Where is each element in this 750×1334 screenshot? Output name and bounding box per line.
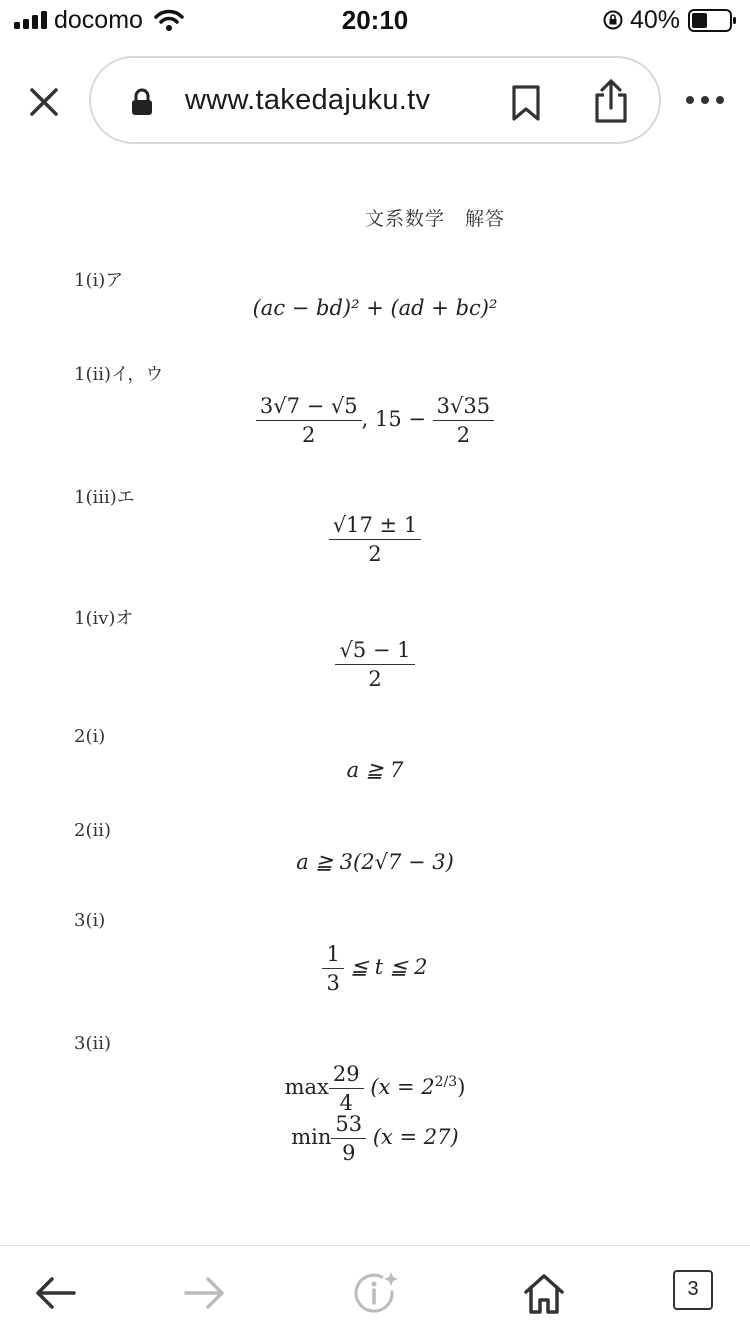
fraction: $\frac{3√7 - √5}{2}$ [256,394,362,447]
battery-icon [688,9,736,32]
browser-top-bar [0,50,750,150]
problem-label: 2(i) [74,726,106,747]
forward-arrow-icon[interactable] [180,1270,228,1316]
answer-3i: $\frac{1}{3}$ ≦ t ≦ 2 [0,942,750,995]
bookmark-icon[interactable] [509,84,543,122]
bottom-toolbar [0,1245,750,1334]
close-icon[interactable] [24,82,64,122]
answer-1iv: $\frac{√5 - 1}{2}$ [0,638,750,691]
problem-label: 1(ii)イ，ウ [74,364,164,385]
lock-icon [129,88,155,116]
answer-1ii: $\frac{3√7 - √5}{2}$ , 15 − $\frac{3√35}{2}$ [0,394,750,447]
battery-percent: 40% [630,6,681,34]
more-options-icon[interactable] [684,90,726,110]
problem-label: 1(iv)オ [74,608,134,629]
document-page [0,150,750,1245]
answer-2i: a ≧ 7 [346,758,404,782]
answer-1iii: $\frac{√17 \pm 1}{2}$ [0,513,750,566]
answer-3ii-min: min $\frac{53}{9}$ (x = 27) [291,1112,459,1165]
carrier-name: docomo [54,6,143,34]
problem-label: 2(ii) [74,820,112,841]
fraction: $\frac{3√35}{2}$ [433,394,494,447]
answer-2ii: a ≧ 3(2√7 − 3) [296,850,454,874]
share-icon[interactable] [591,78,631,124]
document-title: 文系数学 解答 [364,208,505,230]
address-bar[interactable] [89,56,661,144]
problem-label: 3(i) [74,910,106,931]
problem-label: 1(i)ア [74,270,124,291]
url-text[interactable]: www.takedajuku.tv [185,84,431,116]
tab-switcher-button[interactable]: 3 [673,1270,713,1310]
clock: 20:10 [341,5,409,35]
answer-1i: (ac − bd)² + (ad + bc)² [252,296,498,320]
info-icon[interactable] [352,1270,400,1316]
back-arrow-icon[interactable] [32,1270,80,1316]
answer-3ii-max: max $\frac{29}{4}$ $(x = 2^{2/3})$ [284,1062,466,1115]
home-icon[interactable] [520,1270,568,1316]
problem-label: 3(ii) [74,1033,112,1054]
status-bar [0,0,750,44]
rotation-lock-icon [602,9,624,31]
problem-label: 1(iii)エ [74,487,135,508]
